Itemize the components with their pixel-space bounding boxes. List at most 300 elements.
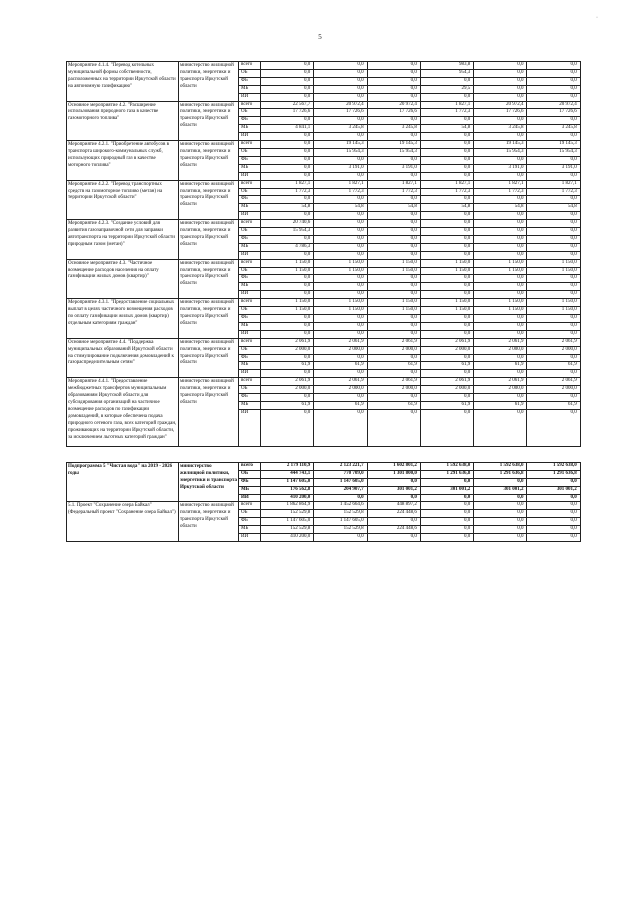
amount-cell: 2 000,0 [314, 346, 367, 354]
amount-cell: 152 529,8 [314, 526, 367, 534]
amount-cell: 4 841,1 [261, 125, 314, 133]
amount-cell: 15 954,3 [261, 228, 314, 236]
amount-cell: 0,0 [367, 196, 420, 204]
amount-cell: 0,0 [474, 291, 527, 299]
amount-cell: 20 740,6 [261, 220, 314, 228]
amount-cell: 0,0 [420, 409, 473, 446]
amount-cell: 3 191,0 [314, 164, 367, 172]
executor-name: министерство жилищной политики, энергетики и транспорта Иркутской области [179, 378, 239, 447]
funding-source: МБ [239, 243, 261, 251]
activity-name: Мероприятие 4.3.1. "Предоставление социальных выплат в целях частичного возмещения расходов по оплату газификации жилых домов (квартир) отдельным категориям граждан" [67, 299, 179, 339]
amount-cell: 0,0 [420, 243, 473, 251]
amount-cell: 0,0 [367, 93, 420, 101]
amount-cell: 3 245,8 [527, 125, 580, 133]
amount-cell: 0,0 [527, 275, 580, 283]
amount-cell: 0,0 [474, 93, 527, 101]
amount-cell: 15 954,3 [314, 148, 367, 156]
amount-cell: 0,0 [527, 322, 580, 330]
funding-source: ИИ [239, 133, 261, 141]
funding-source: МБ [239, 85, 261, 93]
funding-source: ОБ [239, 228, 261, 236]
amount-cell: 0,0 [474, 534, 527, 542]
amount-cell: 2 061,9 [527, 338, 580, 346]
amount-cell: 61,9 [314, 362, 367, 370]
amount-cell: 0,0 [261, 164, 314, 172]
amount-cell: 0,0 [367, 534, 420, 542]
table-row [67, 101, 581, 109]
funding-source: ФБ [239, 394, 261, 402]
amount-cell: 0,0 [314, 196, 367, 204]
amount-cell: 0,0 [420, 141, 473, 149]
amount-cell: 0,0 [261, 275, 314, 283]
amount-cell: 1 827,1 [261, 180, 314, 188]
amount-cell: 0,0 [420, 322, 473, 330]
amount-cell: 0,0 [314, 62, 367, 70]
amount-cell: 1 150,0 [261, 259, 314, 267]
amount-cell: 0,0 [367, 85, 420, 93]
amount-cell: 1 772,3 [261, 188, 314, 196]
amount-cell: 61,9 [367, 401, 420, 409]
table-row [67, 259, 581, 267]
amount-cell: 1 147 605,0 [314, 478, 367, 486]
activity-name: Мероприятие 4.2.2. "Перевод транспортных средств на газомоторное топливо (метан) на территории Иркутской области" [67, 180, 179, 220]
amount-cell: 2 061,9 [314, 338, 367, 346]
amount-cell: 448 897,2 [367, 502, 420, 510]
amount-cell: 0,0 [527, 409, 580, 446]
amount-cell: 0,0 [367, 330, 420, 338]
amount-cell: 20 972,4 [527, 101, 580, 109]
amount-cell: 0,0 [261, 156, 314, 164]
amount-cell: 1 772,3 [527, 188, 580, 196]
amount-cell: 54,8 [314, 204, 367, 212]
amount-cell: 0,0 [314, 494, 367, 502]
amount-cell: 152 529,8 [261, 510, 314, 518]
amount-cell: 2 000,0 [420, 386, 473, 394]
amount-cell: 2 061,9 [474, 338, 527, 346]
executor-name: министерство жилищной политики, энергетики и транспорта Иркутской области [179, 462, 239, 502]
amount-cell: 0,0 [420, 526, 473, 534]
amount-cell: 0,0 [261, 251, 314, 259]
amount-cell: 0,0 [474, 212, 527, 220]
amount-cell: 1 827,1 [314, 180, 367, 188]
amount-cell: 1 150,0 [367, 299, 420, 307]
table-row [67, 462, 581, 470]
funding-source: ИИ [239, 172, 261, 180]
amount-cell: 1 827,1 [420, 101, 473, 109]
amount-cell: 0,0 [261, 85, 314, 93]
amount-cell: 2 000,0 [314, 386, 367, 394]
amount-cell: 0,0 [367, 370, 420, 378]
amount-cell: 1 150,0 [527, 299, 580, 307]
amount-cell: 0,0 [527, 534, 580, 542]
scan-dot: · [596, 15, 598, 21]
amount-cell: 2 000,0 [261, 386, 314, 394]
amount-cell: 1 150,0 [420, 259, 473, 267]
amount-cell: 0,0 [527, 502, 580, 510]
amount-cell: 0,0 [527, 354, 580, 362]
amount-cell: 22 567,7 [261, 101, 314, 109]
amount-cell: 301 001,2 [527, 486, 580, 494]
activity-name: Основное мероприятие 4.4. "Поддержка муниципальных образований Иркутской области на стимулирование подключения домовладений к газораспределительным сетям" [67, 338, 179, 378]
funding-source: МБ [239, 204, 261, 212]
amount-cell: 983,8 [420, 62, 473, 70]
amount-cell: 0,0 [420, 283, 473, 291]
table-row [67, 502, 581, 510]
funding-source: ФБ [239, 518, 261, 526]
amount-cell: 0,0 [474, 370, 527, 378]
executor-name: министерство жилищной политики, энергетики и транспорта Иркутской области [179, 62, 239, 102]
table-row [67, 378, 581, 386]
amount-cell: 0,0 [367, 494, 420, 502]
amount-cell: 0,0 [367, 243, 420, 251]
activity-name: Мероприятие 4.2.1. "Приобретение автобусов в транспорта широкого-коммунальных служб, использующих природный газ в качестве моторного топлива" [67, 141, 179, 181]
amount-cell: 1 150,0 [420, 299, 473, 307]
amount-cell: 224 448,6 [367, 510, 420, 518]
funding-source: МБ [239, 125, 261, 133]
amount-cell: 0,0 [474, 172, 527, 180]
funding-source: ФБ [239, 117, 261, 125]
amount-cell: 17 726,6 [474, 109, 527, 117]
amount-cell: 1 452 664,6 [314, 502, 367, 510]
amount-cell: 301 001,2 [474, 486, 527, 494]
executor-name: министерство жилищной политики, энергетики и транспорта Иркутской области [179, 180, 239, 220]
amount-cell: 0,0 [261, 141, 314, 149]
amount-cell: 0,0 [314, 409, 367, 446]
funding-source: всего [239, 259, 261, 267]
amount-cell: 0,0 [314, 291, 367, 299]
amount-cell: 2 000,0 [527, 386, 580, 394]
amount-cell: 224 448,6 [367, 526, 420, 534]
amount-cell: 54,8 [367, 204, 420, 212]
amount-cell: 0,0 [474, 518, 527, 526]
amount-cell: 0,0 [314, 534, 367, 542]
amount-cell: 204 907,7 [314, 486, 367, 494]
amount-cell: 0,0 [261, 370, 314, 378]
amount-cell: 0,0 [474, 330, 527, 338]
amount-cell: 0,0 [527, 330, 580, 338]
amount-cell: 1 150,0 [314, 267, 367, 275]
funding-source: ФБ [239, 315, 261, 323]
amount-cell: 0,0 [474, 394, 527, 402]
amount-cell: 0,0 [261, 409, 314, 446]
amount-cell: 0,0 [527, 291, 580, 299]
amount-cell: 0,0 [527, 228, 580, 236]
amount-cell: 1 827,1 [367, 180, 420, 188]
amount-cell: 2 061,9 [527, 378, 580, 386]
amount-cell: 15 954,3 [367, 148, 420, 156]
amount-cell: 0,0 [527, 283, 580, 291]
funding-source: ОБ [239, 267, 261, 275]
amount-cell: 1 291 636,8 [420, 470, 473, 478]
executor-name: министерство жилищной политики, энергетики и транспорта Иркутской области [179, 299, 239, 339]
amount-cell: 1 150,0 [367, 259, 420, 267]
amount-cell: 19 145,3 [367, 141, 420, 149]
amount-cell: 2 000,0 [474, 346, 527, 354]
amount-cell: 2 061,9 [420, 338, 473, 346]
amount-cell: 0,0 [420, 478, 473, 486]
amount-cell: 17 726,6 [314, 109, 367, 117]
amount-cell: 0,0 [314, 228, 367, 236]
activity-name: Основное мероприятие 4.3. "Частичное возмещение расходов населения на оплату газификации жилых домов (квартир)" [67, 259, 179, 299]
table-row [67, 338, 581, 346]
amount-cell: 0,0 [474, 502, 527, 510]
amount-cell: 0,0 [474, 156, 527, 164]
funding-source: ФБ [239, 196, 261, 204]
amount-cell: 0,0 [261, 93, 314, 101]
amount-cell: 0,0 [420, 235, 473, 243]
amount-cell: 0,0 [474, 494, 527, 502]
amount-cell: 0,0 [420, 330, 473, 338]
amount-cell: 0,0 [367, 322, 420, 330]
amount-cell: 0,0 [314, 330, 367, 338]
funding-source: ИИ [239, 212, 261, 220]
funding-source: ОБ [239, 307, 261, 315]
amount-cell: 61,9 [474, 362, 527, 370]
amount-cell: 0,0 [420, 291, 473, 299]
amount-cell: 0,0 [420, 354, 473, 362]
amount-cell: 2 000,0 [367, 386, 420, 394]
amount-cell: 19 145,3 [314, 141, 367, 149]
amount-cell: 0,0 [527, 117, 580, 125]
amount-cell: 0,0 [367, 212, 420, 220]
funding-source: ОБ [239, 148, 261, 156]
amount-cell: 0,0 [367, 354, 420, 362]
amount-cell: 1 150,0 [261, 267, 314, 275]
amount-cell: 3 245,8 [367, 125, 420, 133]
amount-cell: 0,0 [314, 156, 367, 164]
amount-cell: 1 772,3 [474, 188, 527, 196]
activity-name: Основное мероприятие 4.2. "Расширение использования природного газа в качестве газомоторного топлива" [67, 101, 179, 141]
amount-cell: 0,0 [420, 212, 473, 220]
amount-cell: 0,0 [420, 394, 473, 402]
amount-cell: 0,0 [314, 283, 367, 291]
amount-cell: 770 709,0 [314, 470, 367, 478]
amount-cell: 0,0 [527, 220, 580, 228]
amount-cell: 0,0 [314, 275, 367, 283]
amount-cell: 0,0 [314, 133, 367, 141]
funding-source: всего [239, 338, 261, 346]
amount-cell: 1 291 636,8 [527, 470, 580, 478]
amount-cell: 0,0 [367, 220, 420, 228]
activity-name: Мероприятие 4.2.3. "Создание условий для развития газозаправочной сети для заправки автотранспорта на территории Иркутской области природным газом (метан)" [67, 220, 179, 260]
amount-cell: 1 150,0 [314, 299, 367, 307]
amount-cell: 0,0 [420, 164, 473, 172]
funding-source: ОБ [239, 386, 261, 394]
amount-cell: 54,8 [474, 204, 527, 212]
amount-cell: 0,0 [527, 235, 580, 243]
amount-cell: 0,0 [527, 212, 580, 220]
amount-cell: 1 150,0 [527, 267, 580, 275]
amount-cell: 2 061,9 [474, 378, 527, 386]
funding-source: ИИ [239, 251, 261, 259]
amount-cell: 54,8 [420, 204, 473, 212]
activity-name: Подпрограмма 5 "Чистая вода" на 2019 - 2026 годы [67, 462, 179, 502]
amount-cell: 20 972,4 [474, 101, 527, 109]
amount-cell: 0,0 [261, 235, 314, 243]
funding-source: ОБ [239, 188, 261, 196]
amount-cell: 3 245,8 [314, 125, 367, 133]
activity-name: Мероприятие 4.4.1. "Предоставление межбюджетных трансфертов муниципальным образованиям Иркутской области для субсидирования организаций на частичное возмещение расходов по газификации домовладений, в которые обеспечена подача природного сетевого газа, всех категорий граждан, проживающих на территории Иркутской области, за исключением льготных категорий граждан" [67, 378, 179, 447]
amount-cell: 0,0 [261, 172, 314, 180]
amount-cell: 954,3 [420, 69, 473, 77]
amount-cell: 0,0 [527, 172, 580, 180]
amount-cell: 410 200,0 [261, 494, 314, 502]
amount-cell: 3 191,0 [474, 164, 527, 172]
amount-cell: 0,0 [474, 69, 527, 77]
amount-cell: 0,0 [474, 478, 527, 486]
amount-cell: 0,0 [367, 77, 420, 85]
amount-cell: 0,0 [527, 77, 580, 85]
amount-cell: 152 529,8 [314, 510, 367, 518]
amount-cell: 0,0 [314, 243, 367, 251]
amount-cell: 0,0 [527, 526, 580, 534]
amount-cell: 0,0 [474, 133, 527, 141]
funding-source: ИИ [239, 494, 261, 502]
amount-cell: 0,0 [261, 394, 314, 402]
amount-cell: 301 001,2 [367, 486, 420, 494]
executor-name: министерство жилищной политики, энергетики и транспорта Иркутской области [179, 502, 239, 542]
funding-source: МБ [239, 401, 261, 409]
amount-cell: 0,0 [314, 322, 367, 330]
amount-cell: 0,0 [474, 322, 527, 330]
amount-cell: 1 150,0 [474, 259, 527, 267]
amount-cell: 0,0 [527, 85, 580, 93]
amount-cell: 1 150,0 [314, 307, 367, 315]
amount-cell: 0,0 [474, 220, 527, 228]
funding-source: МБ [239, 486, 261, 494]
amount-cell: 0,0 [420, 275, 473, 283]
funding-source: всего [239, 220, 261, 228]
amount-cell: 0,0 [367, 62, 420, 70]
amount-cell: 0,0 [420, 502, 473, 510]
amount-cell: 0,0 [474, 354, 527, 362]
amount-cell: 0,0 [367, 478, 420, 486]
amount-cell: 2 061,9 [367, 378, 420, 386]
funding-source: МБ [239, 526, 261, 534]
amount-cell: 61,9 [367, 362, 420, 370]
amount-cell: 4 786,3 [261, 243, 314, 251]
amount-cell: 2 000,0 [367, 346, 420, 354]
amount-cell: 0,0 [261, 330, 314, 338]
amount-cell: 2 000,0 [474, 386, 527, 394]
amount-cell: 0,0 [527, 315, 580, 323]
amount-cell: 0,0 [474, 228, 527, 236]
page-number: 5 [318, 33, 322, 41]
amount-cell: 0,0 [261, 315, 314, 323]
amount-cell: 0,0 [474, 251, 527, 259]
amount-cell: 0,0 [367, 394, 420, 402]
amount-cell: 0,0 [474, 275, 527, 283]
amount-cell: 54,8 [527, 204, 580, 212]
amount-cell: 0,0 [474, 196, 527, 204]
funding-source: всего [239, 180, 261, 188]
amount-cell: 19 145,3 [474, 141, 527, 149]
amount-cell: 0,0 [261, 354, 314, 362]
amount-cell: 0,0 [420, 518, 473, 526]
funding-source: всего [239, 378, 261, 386]
table-row [67, 62, 581, 70]
funding-source: всего [239, 299, 261, 307]
funding-source: ИИ [239, 409, 261, 446]
amount-cell: 0,0 [474, 85, 527, 93]
amount-cell: 0,0 [314, 77, 367, 85]
amount-cell: 0,0 [261, 291, 314, 299]
amount-cell: 0,0 [261, 283, 314, 291]
amount-cell: 20 972,4 [367, 101, 420, 109]
funding-source: ОБ [239, 109, 261, 117]
amount-cell: 0,0 [527, 69, 580, 77]
funding-source: ФБ [239, 275, 261, 283]
amount-cell: 1 147 605,0 [261, 478, 314, 486]
amount-cell: 0,0 [527, 243, 580, 251]
amount-cell: 1 772,3 [314, 188, 367, 196]
amount-cell: 0,0 [367, 133, 420, 141]
amount-cell: 0,0 [261, 62, 314, 70]
amount-cell: 0,0 [474, 62, 527, 70]
amount-cell: 0,0 [420, 494, 473, 502]
amount-cell: 0,0 [314, 370, 367, 378]
amount-cell: 0,0 [367, 235, 420, 243]
amount-cell: 1 150,0 [474, 267, 527, 275]
funding-source: всего [239, 462, 261, 470]
amount-cell: 0,0 [367, 283, 420, 291]
amount-cell: 0,0 [420, 220, 473, 228]
amount-cell: 61,9 [527, 401, 580, 409]
amount-cell: 1 291 636,8 [474, 470, 527, 478]
amount-cell: 0,0 [527, 494, 580, 502]
amount-cell: 0,0 [367, 228, 420, 236]
amount-cell: 1 827,1 [474, 180, 527, 188]
amount-cell: 2 061,9 [261, 378, 314, 386]
amount-cell: 0,0 [261, 322, 314, 330]
amount-cell: 0,0 [367, 172, 420, 180]
amount-cell: 0,0 [474, 283, 527, 291]
amount-cell: 0,0 [474, 235, 527, 243]
amount-cell: 2 000,0 [527, 346, 580, 354]
amount-cell: 1 150,0 [420, 307, 473, 315]
amount-cell: 1 772,3 [420, 188, 473, 196]
funding-source: ОБ [239, 69, 261, 77]
table-row [67, 220, 581, 228]
funding-source: ФБ [239, 156, 261, 164]
amount-cell: 0,0 [314, 220, 367, 228]
amount-cell: 1 827,1 [420, 180, 473, 188]
amount-cell: 0,0 [474, 526, 527, 534]
table-row [67, 180, 581, 188]
amount-cell: 2 179 110,9 [261, 462, 314, 470]
amount-cell: 0,0 [420, 315, 473, 323]
amount-cell: 0,0 [420, 510, 473, 518]
amount-cell: 0,0 [474, 409, 527, 446]
executor-name: министерство жилищной политики, энергетики и транспорта Иркутской области [179, 338, 239, 378]
funding-source: ИИ [239, 370, 261, 378]
amount-cell: 0,0 [367, 291, 420, 299]
amount-cell: 61,9 [474, 401, 527, 409]
amount-cell: 0,0 [261, 133, 314, 141]
amount-cell: 0,0 [420, 117, 473, 125]
amount-cell: 3 191,0 [527, 164, 580, 172]
amount-cell: 0,0 [420, 172, 473, 180]
amount-cell: 0,0 [261, 196, 314, 204]
executor-name: министерство жилищной политики, энергетики и транспорта Иркутской области [179, 220, 239, 260]
funding-source: ФБ [239, 235, 261, 243]
amount-cell: 0,0 [314, 315, 367, 323]
activity-name: Мероприятие 4.1.4. "Перевод котельных муниципальной формы собственности, расположенных на территории Иркутской области на автономную газификацию" [67, 62, 179, 102]
amount-cell: 1 592 638,0 [420, 462, 473, 470]
amount-cell: 0,0 [420, 77, 473, 85]
table-row [67, 141, 581, 149]
funding-source: ОБ [239, 346, 261, 354]
